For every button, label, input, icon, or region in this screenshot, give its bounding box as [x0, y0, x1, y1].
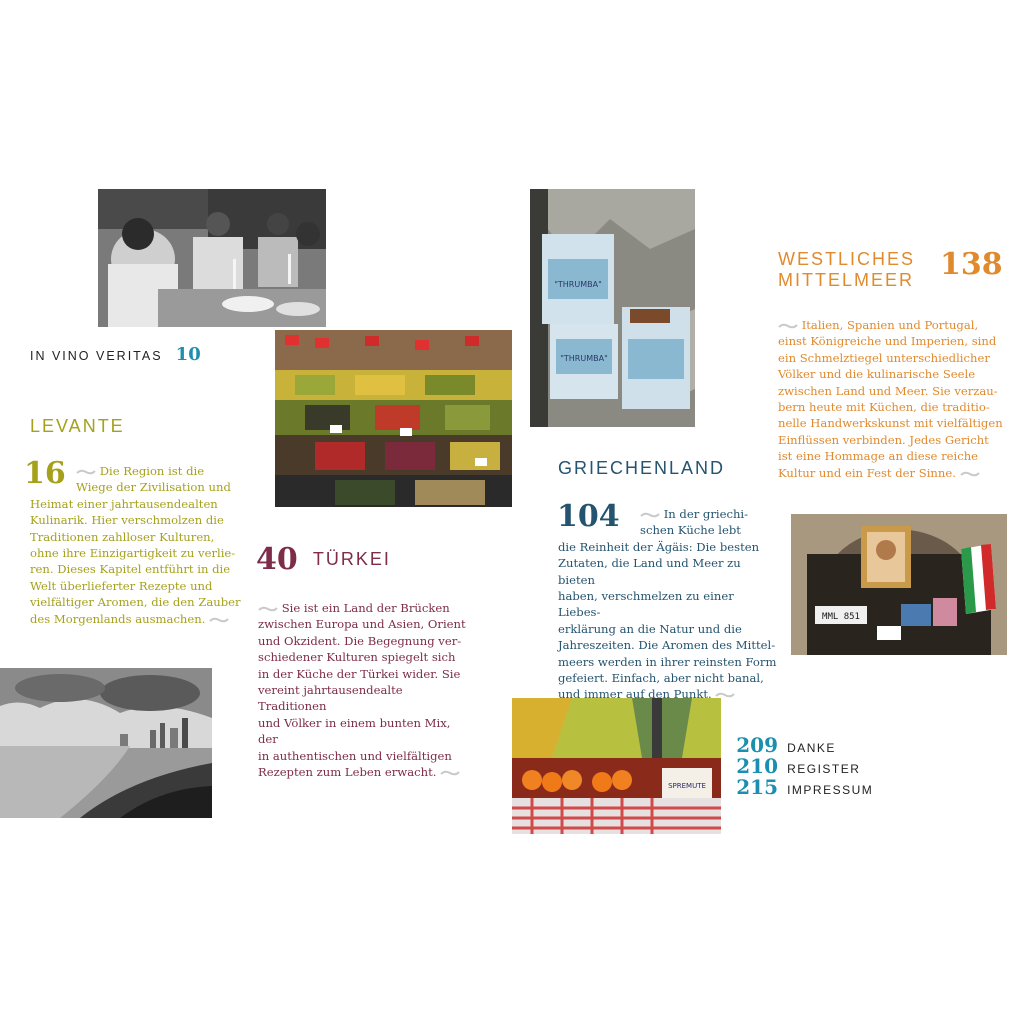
levante-line: Kulinarik. Hier verschmolzen die	[30, 513, 224, 528]
levante-title[interactable]: LEVANTE	[30, 416, 125, 436]
photo-olive-oil-tins	[530, 189, 695, 427]
levante-line: ren. Dieses Kapitel entführt in die	[30, 562, 231, 577]
levante-line: Welt überlieferter Rezepte und	[30, 578, 213, 593]
section-in-vino-veritas[interactable]	[30, 344, 201, 365]
levante-line: vielfältiger Aromen, die den Zauber	[30, 595, 241, 610]
westliches-line: bern heute mit Küchen, die traditio-	[778, 400, 990, 415]
griechenland-line: gefeiert. Einfach, aber nicht banal,	[558, 671, 764, 686]
impressum-page-number: 215	[736, 775, 778, 799]
wave-icon	[209, 616, 229, 624]
tuerkei-line: und Völker in einem bunten Mix, der	[258, 715, 451, 747]
westliches-title-line1: WESTLICHES	[778, 249, 916, 269]
westliches-line: ist eine Hommage an diese reiche	[778, 449, 979, 464]
orange-stand-sign: SPREMUTE	[668, 782, 706, 790]
tuerkei-line: in der Küche der Türkei wider. Sie	[258, 666, 461, 681]
tuerkei-line: schiedener Kulturen spiegelt sich	[258, 650, 456, 665]
griechenland-page-number: 104	[557, 499, 620, 534]
back-matter-item-impressum[interactable]	[734, 775, 874, 799]
wave-icon	[258, 605, 278, 613]
griechenland-title[interactable]: GRIECHENLAND	[558, 458, 726, 478]
griechenland-line: die Reinheit der Ägäis: Die besten	[558, 539, 760, 554]
wave-icon	[778, 322, 798, 330]
griechenland-line: und immer auf den Punkt.	[558, 687, 712, 702]
tuerkei-line: Sie ist ein Land der Brücken	[281, 601, 450, 615]
vino-title: IN VINO VERITAS	[30, 349, 163, 363]
vino-page-number: 10	[175, 344, 201, 365]
levante-line: Die Region ist die	[99, 464, 205, 478]
section-tuerkei[interactable]	[256, 542, 391, 577]
westliches-line: Einflüssen verbinden. Jedes Gericht	[778, 432, 989, 447]
photo-dinner-table	[98, 189, 326, 327]
westliches-line: nelle Handwerkskunst mit vielfältigen	[778, 416, 1003, 431]
danke-page-number: 209	[736, 733, 778, 757]
griechenland-line: Zutaten, die Land und Meer zu bieten	[558, 556, 741, 587]
wave-icon	[76, 468, 96, 476]
levante-text	[30, 463, 245, 627]
wave-icon	[715, 691, 735, 699]
westliches-title[interactable]	[778, 249, 915, 291]
back-matter-list	[734, 733, 874, 799]
levante-line: Wiege der Zivilisation und	[76, 480, 231, 495]
griechenland-line: haben, verschmelzen zu einer Liebes-	[558, 589, 734, 620]
photo-street-shrine	[791, 514, 1007, 655]
tuerkei-line: zwischen Europa und Asien, Orient	[258, 617, 466, 632]
westliches-page-number: 138	[940, 247, 1003, 282]
griechenland-line: schen Küche lebt	[640, 523, 741, 538]
westliches-line: Kultur und ein Fest der Sinne.	[778, 465, 956, 480]
tuerkei-line: Rezepten zum Leben erwacht.	[258, 765, 437, 780]
photo-market-stall	[275, 330, 512, 507]
tuerkei-line: vereint jahrtausendealte Traditionen	[258, 683, 403, 714]
westliches-line: Italien, Spanien und Portugal,	[801, 318, 979, 332]
tuerkei-line: in authentischen und vielfältigen	[258, 748, 452, 763]
westliches-line: einst Königreiche und Imperien, sind	[778, 334, 997, 349]
photo-coastline	[0, 668, 212, 818]
tuerkei-line: und Okzident. Die Begegnung ver-	[258, 633, 462, 648]
wave-icon	[960, 470, 980, 478]
tin-label-top: "THRUMBA"	[554, 280, 602, 289]
westliches-title-line2: MITTELMEER	[778, 270, 915, 290]
register-label: REGISTER	[787, 762, 861, 776]
westliches-text	[778, 317, 1008, 481]
impressum-label: IMPRESSUM	[787, 783, 874, 797]
danke-label: DANKE	[787, 741, 836, 755]
griechenland-line: meers werden in ihrer reinsten Form	[558, 654, 777, 669]
westliches-line: Völker und die kulinarische Seele	[778, 367, 976, 382]
westliches-line: zwischen Land und Meer. Sie verzau-	[778, 383, 998, 398]
register-page-number: 210	[736, 754, 778, 778]
levante-line: ohne ihre Einzigartigkeit zu verlie-	[30, 546, 236, 561]
license-plate-text: MML 851	[822, 612, 860, 622]
back-matter-item-danke[interactable]	[734, 733, 873, 757]
tin-label-bottom: "THRUMBA"	[560, 354, 608, 363]
wave-icon	[640, 511, 660, 519]
griechenland-text	[558, 506, 778, 703]
levante-line: Traditionen zahlloser Kulturen,	[30, 529, 215, 544]
back-matter-item-register[interactable]	[734, 754, 873, 778]
tuerkei-title: TÜRKEI	[312, 549, 391, 569]
levante-page-number: 16	[24, 456, 66, 491]
tuerkei-text	[258, 600, 473, 780]
photo-orange-stand	[512, 698, 721, 834]
griechenland-line: erklärung an die Natur und die	[558, 621, 742, 636]
levante-line: Heimat einer jahrtausendealten	[30, 496, 218, 511]
tuerkei-page-number: 40	[256, 542, 298, 577]
griechenland-line: In der griechi-	[663, 507, 749, 521]
wave-icon	[440, 769, 460, 777]
griechenland-line: Jahreszeiten. Die Aromen des Mittel-	[558, 638, 776, 653]
levante-line: des Morgenlands ausmachen.	[30, 611, 206, 626]
westliches-line: ein Schmelztiegel unterschiedlicher	[778, 350, 990, 365]
